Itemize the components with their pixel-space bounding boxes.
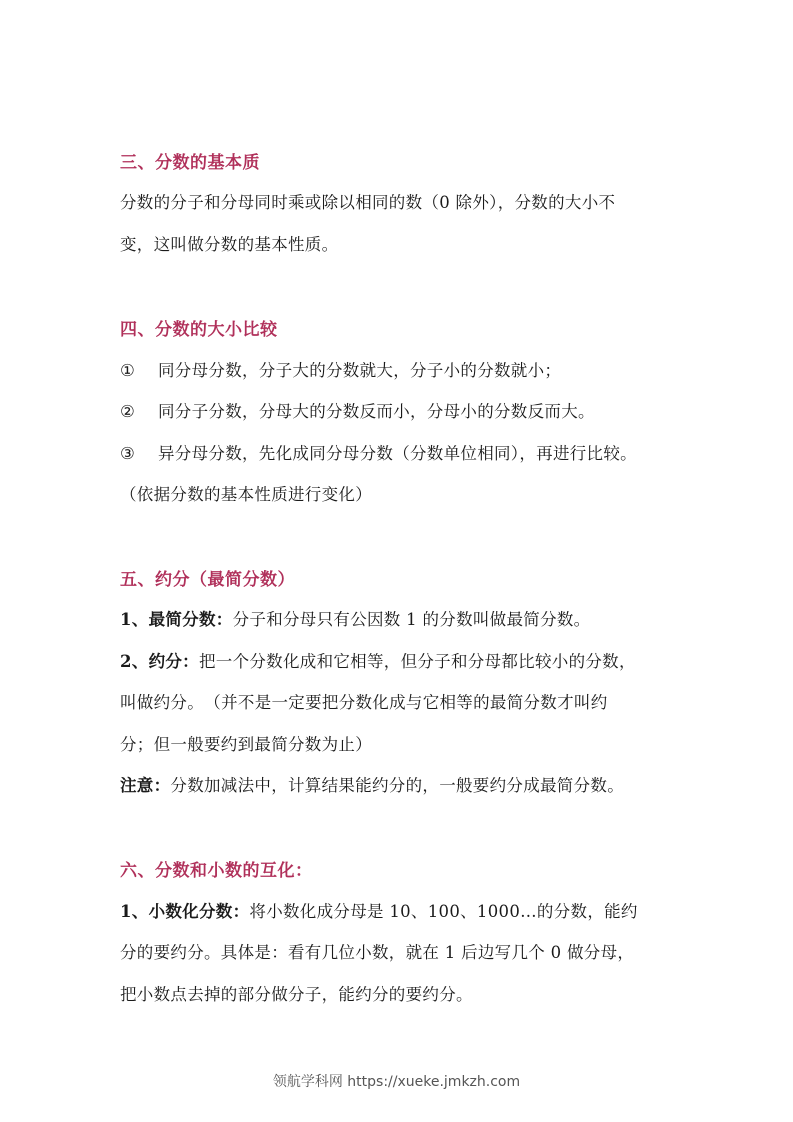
s4-item-2-number: ② bbox=[120, 402, 136, 421]
section-3-heading: 三、分数的基本质 bbox=[120, 153, 260, 173]
s5-p1-text: 分子和分母只有公因数 1 的分数叫做最简分数。 bbox=[232, 610, 591, 629]
s6-p1-label: 1、小数化分数： bbox=[120, 902, 250, 921]
section-4-heading: 四、分数的大小比较 bbox=[120, 320, 278, 340]
s5-paragraph-2-line-3: 分；但一般要约到最简分数为止） bbox=[120, 735, 372, 754]
s5-p3-label: 注意： bbox=[120, 776, 171, 795]
footer-watermark: 领航学科网 https://xueke.jmkzh.com bbox=[272, 1074, 521, 1090]
s5-paragraph-2-line-1 bbox=[120, 648, 636, 672]
s4-item-3 bbox=[120, 440, 637, 464]
s6-p1-text-1: 将小数化成分母是 10、100、1000…的分数，能约 bbox=[249, 902, 638, 921]
s4-item-2-text: 同分子分数，分母大的分数反而小，分母小的分数反而大。 bbox=[158, 402, 595, 421]
s5-p3-text: 分数加减法中，计算结果能约分的，一般要约分成最简分数。 bbox=[170, 776, 625, 795]
s5-p2-text-1: 把一个分数化成和它相等，但分子和分母都比较小的分数， bbox=[198, 652, 636, 671]
section-5-heading: 五、约分（最简分数） bbox=[120, 570, 295, 590]
s3-line-1: 分数的分子和分母同时乘或除以相同的数（0 除外），分数的大小不 bbox=[120, 193, 616, 212]
s5-paragraph-3 bbox=[120, 772, 624, 796]
s5-paragraph-2-line-2: 叫做约分。 （并不是一定要把分数化成与它相等的最简分数才叫约 bbox=[120, 693, 608, 712]
s6-paragraph-1-line-3: 把小数点去掉的部分做分子，能约分的要约分。 bbox=[120, 985, 473, 1004]
s4-item-1-number: ① bbox=[120, 361, 136, 380]
s4-item-3-text: 异分母分数，先化成同分母分数（分数单位相同），再进行比较。 bbox=[158, 444, 637, 463]
s4-note: （依据分数的基本性质进行变化） bbox=[120, 485, 372, 504]
section-6-heading: 六、分数和小数的互化： bbox=[120, 861, 313, 881]
s6-paragraph-1-line-2: 分的要约分。具体是：看有几位小数，就在 1 后边写几个 0 做分母， bbox=[120, 943, 635, 962]
s5-paragraph-1 bbox=[120, 606, 590, 630]
s5-p2-label: 2、约分： bbox=[120, 652, 199, 671]
s4-item-3-number: ③ bbox=[120, 444, 136, 463]
s4-item-1-text: 同分母分数，分子大的分数就大，分子小的分数就小； bbox=[158, 361, 562, 380]
s5-p1-label: 1、最简分数： bbox=[120, 610, 233, 629]
s4-item-1 bbox=[120, 357, 561, 381]
s4-item-2 bbox=[120, 398, 595, 422]
s3-line-2: 变，这叫做分数的基本性质。 bbox=[120, 235, 339, 254]
s6-paragraph-1-line-1 bbox=[120, 898, 638, 922]
